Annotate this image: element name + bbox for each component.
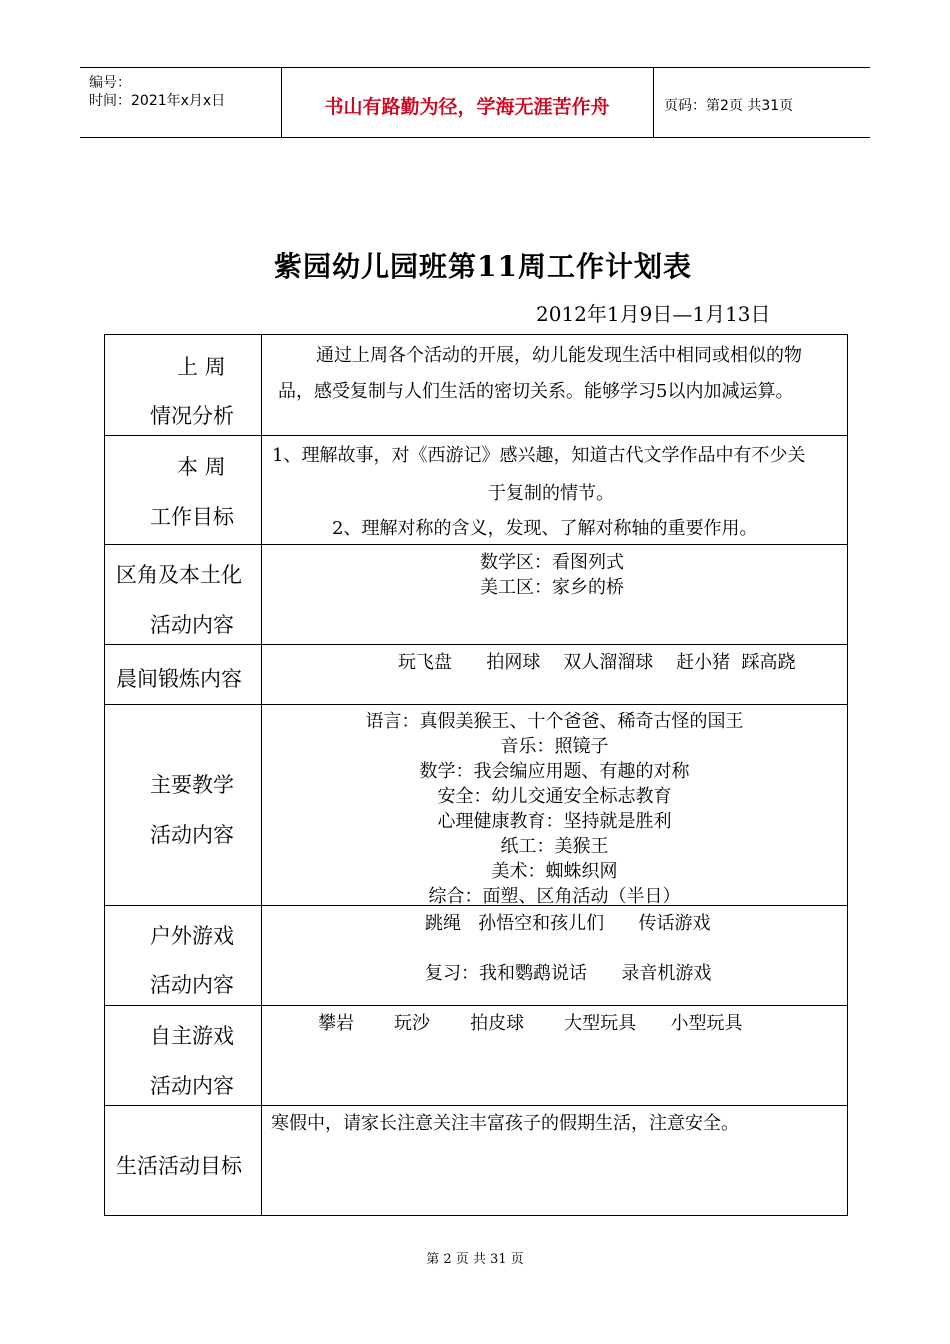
header-motto-cell bbox=[281, 68, 654, 137]
row-label-line: 活动内容 bbox=[150, 1074, 234, 1098]
row-label bbox=[105, 436, 262, 544]
date-range: 2012年1月9日—1月13日 bbox=[536, 302, 771, 326]
number-label: 编号： bbox=[89, 75, 131, 91]
row-content bbox=[262, 436, 847, 544]
row-label-line: 晨间锻炼内容 bbox=[116, 667, 242, 691]
row-label bbox=[105, 906, 262, 1005]
row-label bbox=[105, 335, 262, 435]
table-row-main-teaching bbox=[105, 705, 847, 906]
content-line: 玩飞盘 拍网球 双人溜溜球 赶小猪 踩高跷 bbox=[398, 652, 796, 673]
motto-text: 书山有路勤为径，学海无涯苦作舟 bbox=[324, 96, 610, 118]
row-label-line: 活动内容 bbox=[150, 973, 234, 997]
content-line: 语言：真假美猴王、十个爸爸、稀奇古怪的国王 bbox=[365, 711, 744, 732]
row-content bbox=[262, 645, 847, 704]
content-line: 跳绳 孙悟空和孩儿们 传话游戏 bbox=[425, 913, 711, 934]
row-label bbox=[105, 1006, 262, 1105]
content-line: 数学：我会编应用题、有趣的对称 bbox=[419, 761, 690, 782]
row-content bbox=[262, 1106, 847, 1215]
row-label bbox=[105, 545, 262, 644]
content-line: 纸工：美猴王 bbox=[500, 836, 609, 857]
content-line: 数学区：看图列式 bbox=[480, 552, 624, 573]
plan-table bbox=[104, 334, 848, 1216]
row-label-line: 主要教学 bbox=[150, 773, 234, 797]
row-content bbox=[262, 906, 847, 1005]
row-label-line: 自主游戏 bbox=[150, 1024, 234, 1048]
row-label-line: 上 周 bbox=[177, 355, 226, 379]
row-label-line: 活动内容 bbox=[150, 823, 234, 847]
row-label-line: 区角及本土化 bbox=[116, 563, 242, 587]
row-label-line: 工作目标 bbox=[150, 505, 234, 529]
page-footer: 第 2 页 共 31 页 bbox=[426, 1252, 524, 1267]
row-label bbox=[105, 645, 262, 704]
content-line: 品，感受复制与人们生活的密切关系。能够学习5以内加减运算。 bbox=[278, 381, 794, 402]
content-line: 于复制的情节。 bbox=[488, 483, 614, 504]
content-line: 寒假中，请家长注意关注丰富孩子的假期生活，注意安全。 bbox=[271, 1113, 739, 1134]
table-row-last-week bbox=[105, 335, 847, 436]
row-label-line: 生活活动目标 bbox=[116, 1154, 242, 1178]
row-content bbox=[262, 335, 847, 435]
document-header bbox=[80, 67, 870, 138]
header-page-cell bbox=[653, 68, 870, 137]
row-label bbox=[105, 1106, 262, 1215]
row-content bbox=[262, 1006, 847, 1105]
page-info: 页码：第2页 共31页 bbox=[664, 98, 794, 114]
time-label: 时间：2021年x月x日 bbox=[89, 93, 226, 109]
content-line: 1、理解故事，对《西游记》感兴趣，知道古代文学作品中有不少关 bbox=[272, 445, 806, 466]
content-line: 通过上周各个活动的开展，幼儿能发现生活中相同或相似的物 bbox=[316, 345, 802, 366]
content-line: 美工区：家乡的桥 bbox=[480, 577, 624, 598]
content-line: 音乐：照镜子 bbox=[500, 736, 609, 757]
header-meta-cell bbox=[80, 68, 282, 137]
row-content bbox=[262, 705, 847, 905]
content-line: 综合：面塑、区角活动（半日） bbox=[428, 886, 681, 907]
content-line: 美术：蜘蛛织网 bbox=[491, 861, 618, 882]
row-label-line: 户外游戏 bbox=[150, 924, 234, 948]
content-line: 复习：我和鹦鹉说话 录音机游戏 bbox=[425, 963, 712, 984]
table-row-daily-life bbox=[105, 1106, 847, 1215]
content-line: 安全：幼儿交通安全标志教育 bbox=[437, 786, 672, 807]
content-line: 心理健康教育：坚持就是胜利 bbox=[437, 811, 672, 832]
table-row-morning-exercise bbox=[105, 645, 847, 705]
table-row-free-play bbox=[105, 1006, 847, 1106]
table-row-area-activities bbox=[105, 545, 847, 645]
table-row-outdoor-games bbox=[105, 906, 847, 1006]
content-line: 攀岩 玩沙 拍皮球 大型玩具 小型玩具 bbox=[318, 1013, 743, 1034]
page-title: 紫园幼儿园班第11周工作计划表 bbox=[274, 250, 692, 283]
row-label-line: 活动内容 bbox=[150, 613, 234, 637]
content-line: 2、理解对称的含义，发现、了解对称轴的重要作用。 bbox=[332, 518, 758, 539]
row-label-line: 本 周 bbox=[177, 455, 226, 479]
row-content bbox=[262, 545, 847, 644]
row-label bbox=[105, 705, 262, 905]
table-row-this-week bbox=[105, 436, 847, 545]
row-label-line: 情况分析 bbox=[150, 404, 234, 428]
